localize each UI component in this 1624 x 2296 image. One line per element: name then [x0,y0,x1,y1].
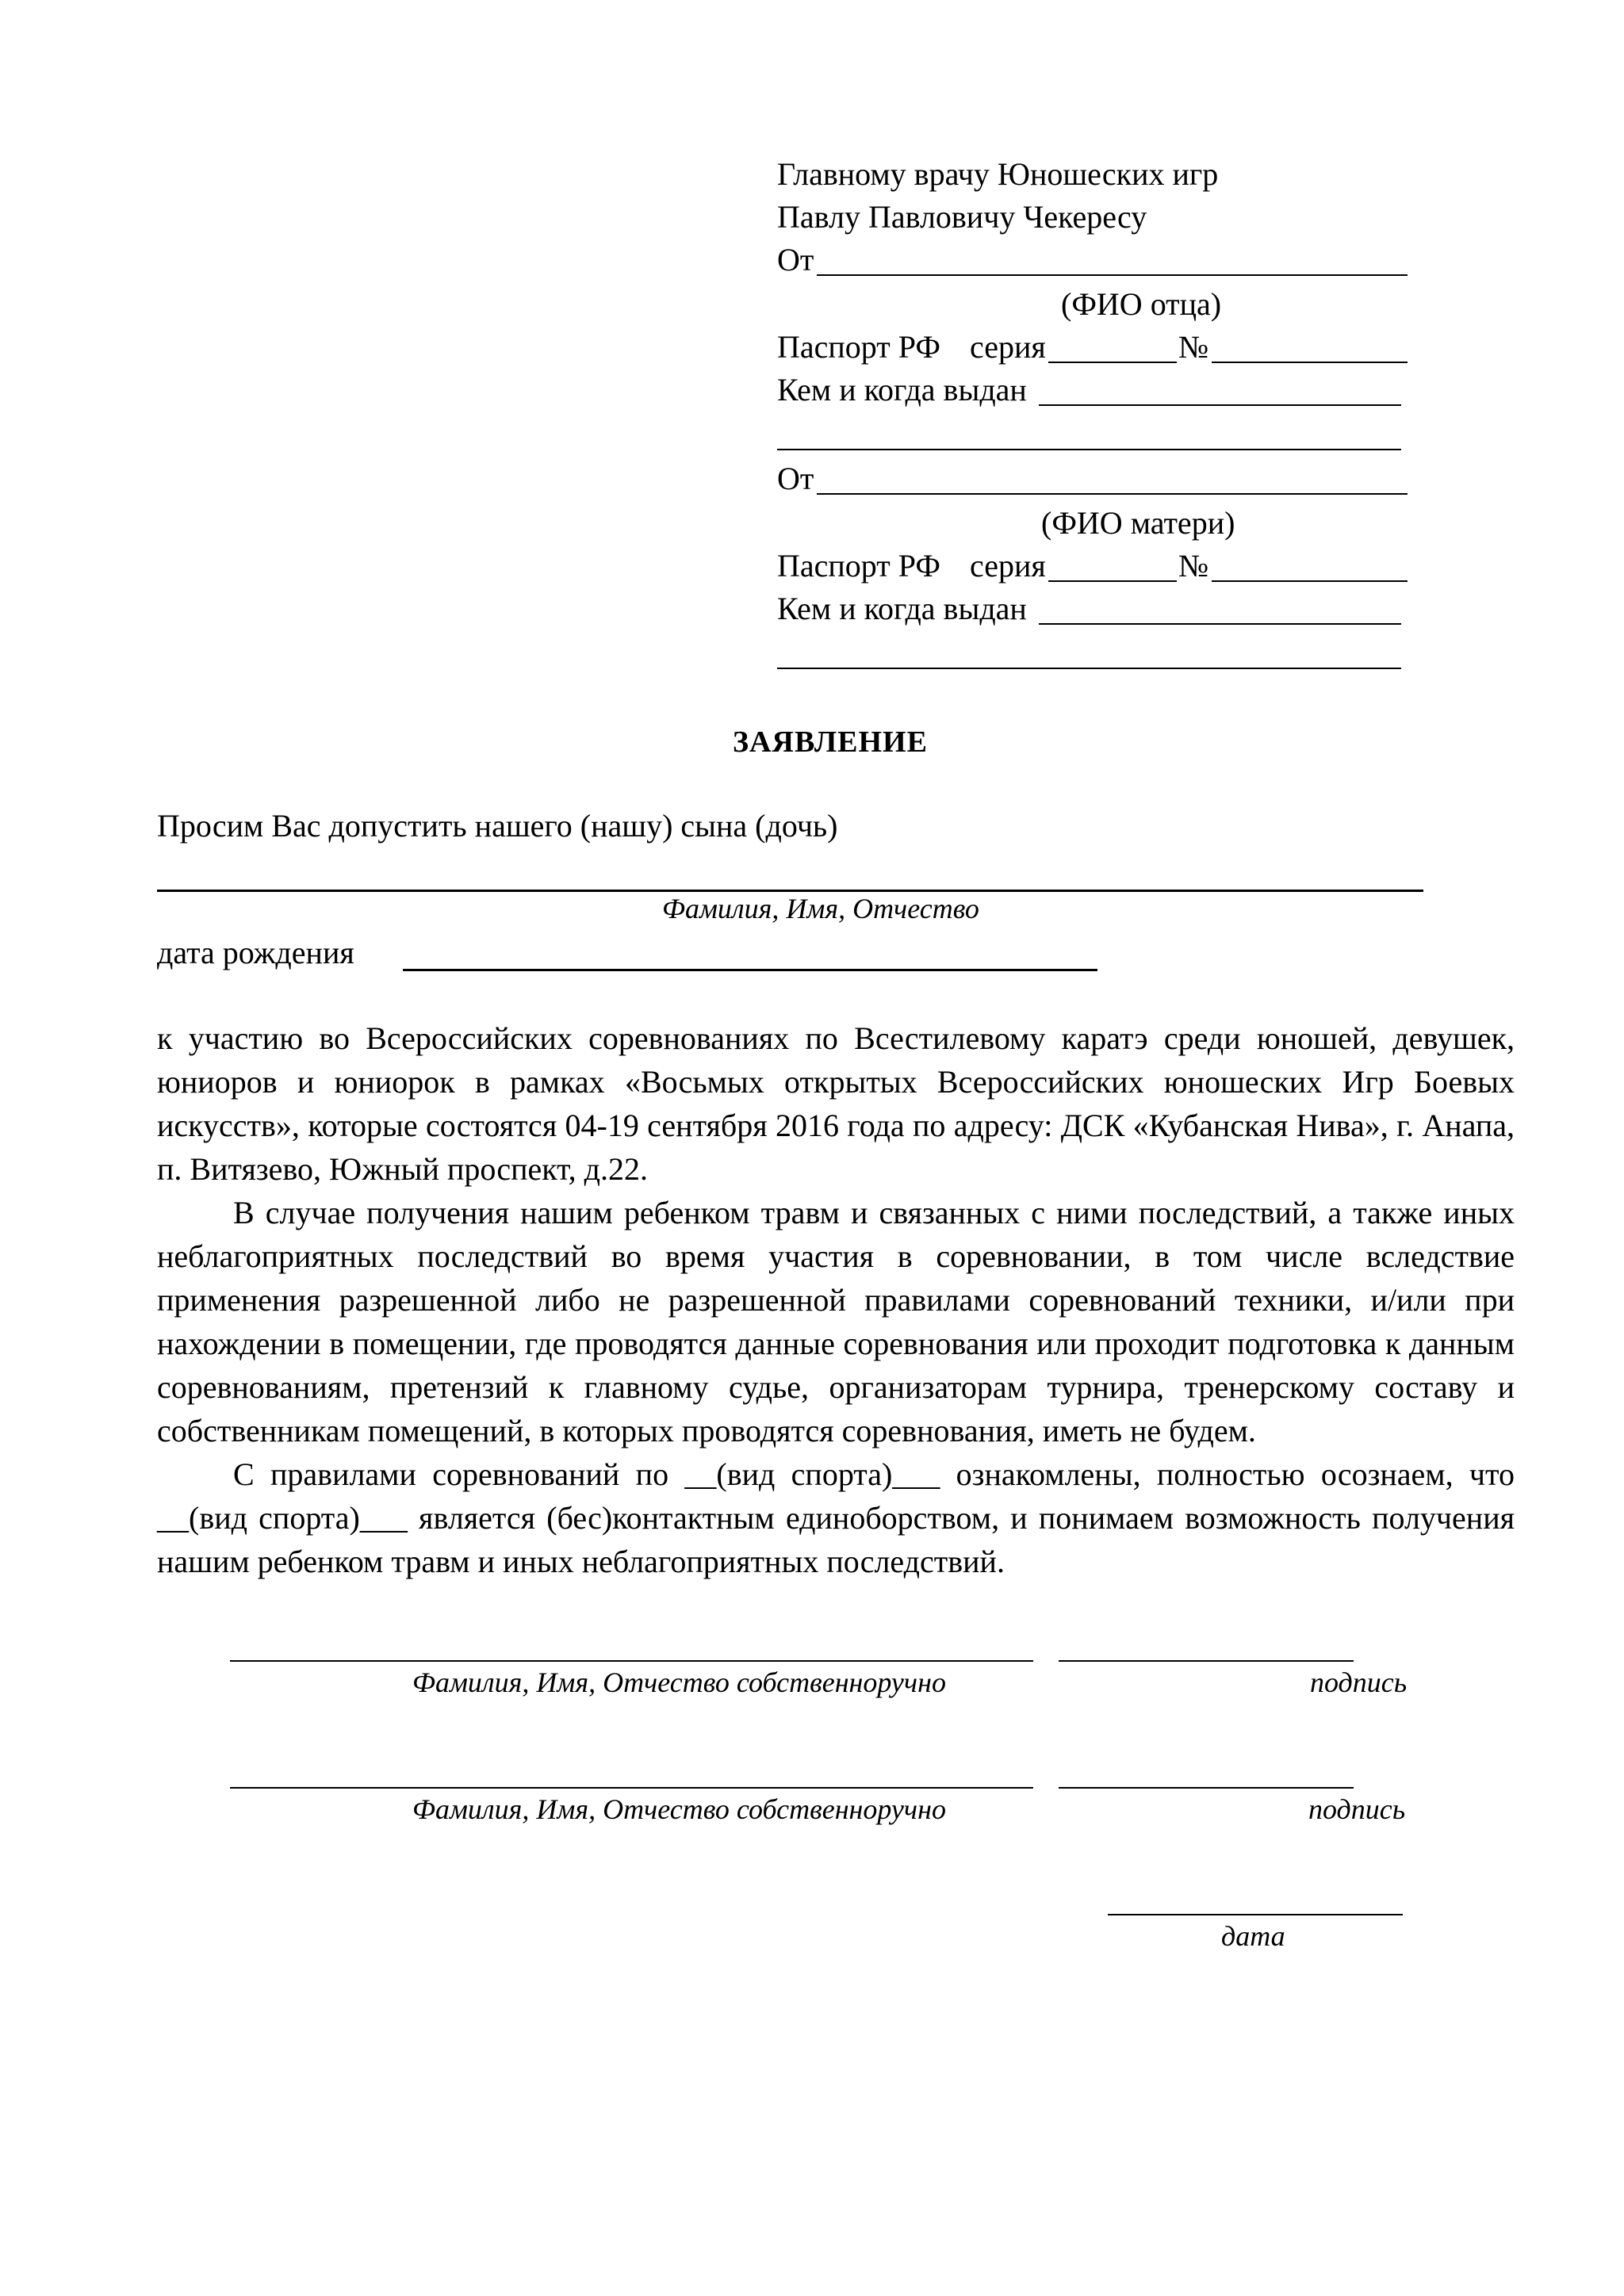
father-issued-label: Кем и когда выдан [777,372,1027,408]
birth-date-field[interactable] [403,969,1097,971]
child-name-caption: Фамилия, Имя, Отчество [662,893,979,924]
father-issued-field-2[interactable] [777,449,1401,450]
paragraph-liability: В случае получения нашим ребенком травм и связанных с ними последствий, а также иных неблагоприятных последствий во время участия в соревновании, в том числе вследствие применения разрешенной либо не разрешенной правилами соревнований техники, и/или при нахождении в помещении, где проводятся данные соревнования или проходит подготовка к данным соревнованиям, претензий к главному судье, организаторам турнира, тренерскому составу и собственникам помещений, в которых проводятся соревнования, иметь не будем. [157,1195,1515,1448]
signer2-sign-caption: подпись [1308,1793,1406,1825]
signer1-sign-caption: подпись [1310,1667,1408,1698]
father-from-label: От [777,242,814,277]
signer2-name-field[interactable] [230,1787,1033,1789]
child-name-field[interactable] [157,890,1423,892]
father-series-label: серия [970,329,1046,365]
father-name-field[interactable] [817,274,1408,276]
paragraph-rules: С правилами соревнований по __(вид спорта)___ ознакомлены, полностью осознаем, что __(вид спорта)___ является (бес)контактным единоборством, и понимаем возможность получения нашим ребенком травм и иных неблагоприятных последствий. [157,1456,1515,1579]
mother-number-label: № [1178,548,1209,584]
signer1-name-field[interactable] [230,1660,1033,1662]
father-number-field[interactable] [1212,362,1408,363]
addressee-line-2: Павлу Павловичу Чекересу [777,199,1147,235]
father-passport-label: Паспорт РФ [777,329,940,365]
birth-date-label: дата рождения [157,935,354,970]
date-caption: дата [1221,1920,1285,1952]
mother-issued-field[interactable] [1039,623,1401,625]
addressee-line-1: Главному врачу Юношеских игр [777,156,1219,192]
signer2-signature-field[interactable] [1059,1787,1354,1789]
father-issued-field[interactable] [1039,404,1401,406]
mother-issued-label: Кем и когда выдан [777,591,1027,626]
mother-number-field[interactable] [1212,580,1408,582]
mother-issued-field-2[interactable] [777,668,1401,669]
father-series-field[interactable] [1048,362,1177,363]
document-title: ЗАЯВЛЕНИЕ [733,725,928,759]
date-field[interactable] [1108,1914,1403,1915]
paragraph-participation: к участию во Всероссийских соревнованиях по Всестилевому каратэ среди юношей, девушек, юниоров и юниорок в рамках «Восьмых открытых Всероссийских юношеских Игр Боевых искусств», которые состоятся 04-19 сентября 2016 года по адресу: ДСК «Кубанская Нива», г. Анапа, п. Витязево, Южный проспект, д.22. [157,1020,1515,1187]
father-caption: (ФИО отца) [1061,286,1222,322]
signer1-name-caption: Фамилия, Имя, Отчество собственноручно [412,1667,946,1698]
request-text: Просим Вас допустить нашего (нашу) сына (дочь) [157,808,838,844]
mother-passport-label: Паспорт РФ [777,548,940,584]
signer2-name-caption: Фамилия, Имя, Отчество собственноручно [412,1793,946,1825]
father-number-label: № [1178,329,1209,365]
mother-name-field[interactable] [817,493,1408,495]
mother-series-field[interactable] [1048,580,1177,582]
signer1-signature-field[interactable] [1059,1660,1354,1662]
mother-from-label: От [777,461,814,496]
mother-series-label: серия [970,548,1046,584]
mother-caption: (ФИО матери) [1041,505,1235,541]
